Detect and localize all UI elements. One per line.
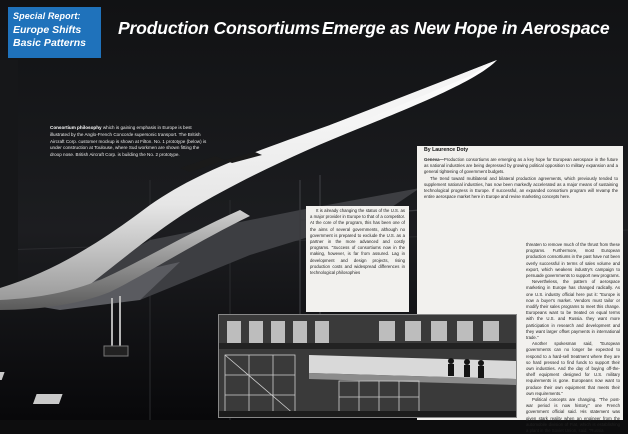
caption-lead: Consortium philosophy <box>50 125 102 130</box>
column-right-para-4: Political concepts are changing. "The post-war period is now history," one French government official said. His statement was given stark reality when an engineer from the automobile division of Fiat, which is establishing a plant in the Soviet Union, said, "Russia <box>526 397 620 434</box>
byline: By Laurence Doty <box>424 147 469 153</box>
column-right-para-1: threaten to remove much of the thrust from these programs. Furthermore, most European production consortiums in the past have not been overly successful in terms of sales volume and export, which weakens industry's campaign to persuade governments to support new programs. <box>526 242 620 279</box>
headline-left: Production Consortiums <box>118 18 320 38</box>
caption-body: which is gaining emphasis in Europe is best illustrated by the Anglo-French Concorde supersonic transport. The British Aircraft Corp. customer mockup is shown at Filton. No. 1 prototype (below) is under construction at Toulouse, where Sud workmen are shown fitting the droop nose. British Aircraft Corp. is building the No. 2 prototype. <box>50 125 207 158</box>
column-right-para-3: Another spokesman said, "European governments can no longer be expected to respond to a hard-sell treatment where they are so hard pressed to find funds to support their own industries. And the day of buying off-the-shelf equipment designed for U.S. military requirements is gone. Europeans now want to produce their own equipment that meets their own requirements." <box>526 341 620 396</box>
lede-paragraph-2: The trend toward multilateral and bilateral production agreements, which previously tended to supplement national industries, has now been markedly accelerated as a major means of sustaining technological progress in Europe. If successful, an expanded consortium program will revamp the entire aerospace market here in Europe and revise marketing concepts here. <box>424 175 618 200</box>
article-column-left <box>306 206 409 312</box>
article-column-right <box>526 242 620 434</box>
article-lede <box>424 157 618 200</box>
badge-label: Special Report: <box>13 11 81 21</box>
column-left-text: It is already changing the status of the U.S. as a major provider in Europe to that of a competitor. At the core of the program, this has been one of the aims of several governments, although no government is prepared to exclude the U.S. as a partner in the more advanced and costly programs. "Success of consortiums now in the making, however, is far from assured. Lag in development and design projects, rising production costs and widespread differences in technological philosophies <box>310 208 405 276</box>
headline-right: Emerge as New Hope in Aerospace <box>322 18 610 38</box>
lede-paragraph-1: Production consortiums are emerging as a key hope for European aerospace in the future as national industries are being depressed by growing political opposition to military expansion and a general tightening of government budgets. <box>424 157 618 175</box>
prototype-assembly-photo <box>218 314 517 418</box>
badge-title: Europe Shifts Basic Patterns <box>13 24 86 49</box>
column-right-para-2: Nevertheless, the pattern of aerospace marketing in Europe has changed radically. As one U.S. industry official here put it: "Europe is now a buyer's market. Vendors must tailor or modify their sales programs to meet this change. Europeans want to be treated on equal terms with the U.S. and Russia. they want more participation in research and development and they want larger offset payments in international trade." <box>526 279 620 341</box>
dateline: Geneva— <box>424 157 444 162</box>
photo-caption <box>50 125 208 159</box>
special-report-badge <box>8 7 101 58</box>
